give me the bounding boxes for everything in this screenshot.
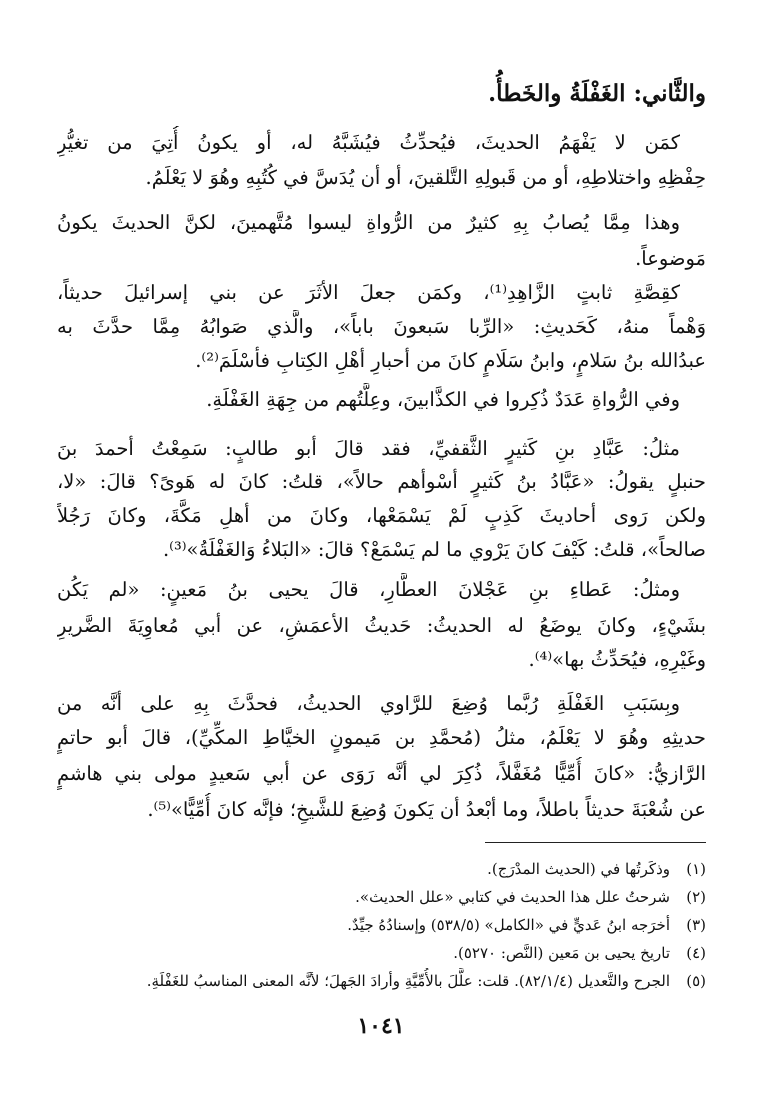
section-heading: والثَّاني: الغَفْلَةُ والخَطأُ.: [488, 80, 706, 107]
text-line: عن شُعْبَةَ حديثاً باطلاً، وما أبْعدُ أن يَكونَ وُضِعَ للشَّيخِ؛ فإنَّه كانَ أُمِّيًّا»⁽⁵⁾.: [147, 798, 706, 821]
text-line: وفي الرُّواةِ عَدَدٌ ذُكِروا في الكذَّابينَ، وعِلَّتُهم من جِهَةِ الغَفْلَةِ.: [206, 388, 680, 411]
text-line: كمَن لا يَفْهَمُ الحديثَ، فيُحدِّثُ فيُشَبَّهُ له، أو يكونُ أُتِيَ من تغيُّرِ: [57, 131, 680, 154]
text-line: ولكن رَوى أحاديثَ كَذِبٍ لَمْ يَسْمَعْها، وكانَ من أهلِ مَكَّةَ، وكانَ رَجُلاً: [57, 504, 706, 527]
text-line: الرَّازيُّ: «كانَ أُمِّيًّا مُغَفَّلاً، ذُكِرَ لي أنَّه رَوَى عن أبي سَعيدٍ مولى بني هاشمٍ: [57, 762, 706, 785]
text-line: ومثلُ: عَطاءِ بنِ عَجْلانَ العطَّارِ، قالَ يحيى بنُ مَعينٍ: «لم يَكُن: [57, 578, 680, 601]
text-line: حنبلٍ يقولُ: «عَبَّادُ بنُ كَثيرٍ أسْوأهم حالاً»، قلتُ: كانَ له هَوىً؟ قالَ: «لا،: [57, 470, 706, 493]
text-line: بشَيْءٍ، وكانَ يوضَعُ له الحديثُ: حَديثُ الأعمَشِ، عن أبي مُعاوِيَةَ الضَّريرِ: [57, 614, 706, 637]
text-line: وَهْماً منهُ، كَحَديثِ: «الرِّبا سَبعونَ باباً»، والَّذي صَوابُهُ مِمَّا حدَّثَ به: [57, 315, 706, 338]
footnote-number: (١): [686, 860, 706, 878]
footnote: [57, 912, 706, 938]
text-line: مثلُ: عَبَّادِ بنِ كَثيرٍ الثَّقفيِّ، فقد قالَ أبو طالبٍ: سَمِعْتُ أحمدَ بنَ: [57, 437, 680, 460]
text-line: صالحاً»، قلتُ: كَيْفَ كانَ يَرْوي ما لم يَسْمَعْ؟ قالَ: «البَلاءُ وَالغَفْلَةُ»⁽³⁾.: [162, 538, 706, 561]
text-line: حديثِهِ وهُوَ لا يَعْلَمُ، مثلُ (مُحمَّدِ بن مَيمونٍ الخيَّاطِ المكِّيِّ)، قالَ أبو حاتمٍ: [57, 726, 706, 749]
footnote-text: شرحتُ علل هذا الحديث في كتابي «علل الحديث».: [355, 888, 670, 906]
footnote: [57, 940, 706, 966]
footnote: [57, 884, 706, 910]
footnote-text: أخرَجه ابنُ عَديٍّ في «الكامل» (٥٣٨/٥) وإسنادُهُ جيِّدٌ.: [347, 916, 670, 934]
footnote: [57, 856, 706, 882]
footnote-text: تاريخ يحيى بن مَعين (النَّص: ٥٢٧٠).: [453, 944, 670, 962]
text-line: كقِصَّةِ ثابتٍ الزَّاهِدِ⁽¹⁾، وكمَن جعلَ الأثَرَ عن بني إسرائيلَ حديثاً،: [57, 281, 680, 304]
footnote-text: وذكَرتُها في (الحديث المدْرَج).: [487, 860, 670, 878]
footnote-text: الجرح والتَّعديل (٨٢/١/٤). قلت: علَّلَ بالأُمِّيَّةِ وأرادَ الجَهلَ؛ لأنَّه المعنى المناسبُ للغَفْلَةِ.: [146, 972, 670, 990]
footnote: [57, 968, 706, 994]
page-number: ١٠٤١: [357, 1013, 405, 1039]
footnote-separator: [485, 842, 706, 843]
text-line: وبِسَبَبِ الغَفْلَةِ رُبَّما وُضِعَ للرَّاوي الحديثُ، فحدَّثَ بِهِ على أنَّه من: [57, 692, 680, 715]
text-line: وغَيْرِهِ، فيُحَدِّثُ بها»⁽⁴⁾.: [528, 648, 706, 671]
text-line: حِفْظِهِ واختلاطِهِ، أو من قَبولِهِ التَّلقينَ، أو أن يُدَسَّ في كُتُبِهِ وهُوَ لا يَعْلَمُ.: [145, 166, 706, 189]
text-line: عبدُالله بنُ سَلامٍ، وابنُ سَلَامٍ كانَ من أحبارِ أهْلِ الكِتابِ فأسْلَمَ⁽²⁾.: [195, 349, 706, 372]
text-line: وهذا مِمَّا يُصابُ بِهِ كثيرٌ من الرُّواةِ ليسوا مُتَّهمينَ، لكنَّ الحديثَ يكونُ: [57, 211, 680, 234]
footnote-number: (٥): [686, 972, 706, 990]
footnote-number: (٣): [686, 916, 706, 934]
text-line: مَوضوعاً.: [635, 247, 706, 270]
footnote-number: (٢): [686, 888, 706, 906]
footnote-number: (٤): [686, 944, 706, 962]
